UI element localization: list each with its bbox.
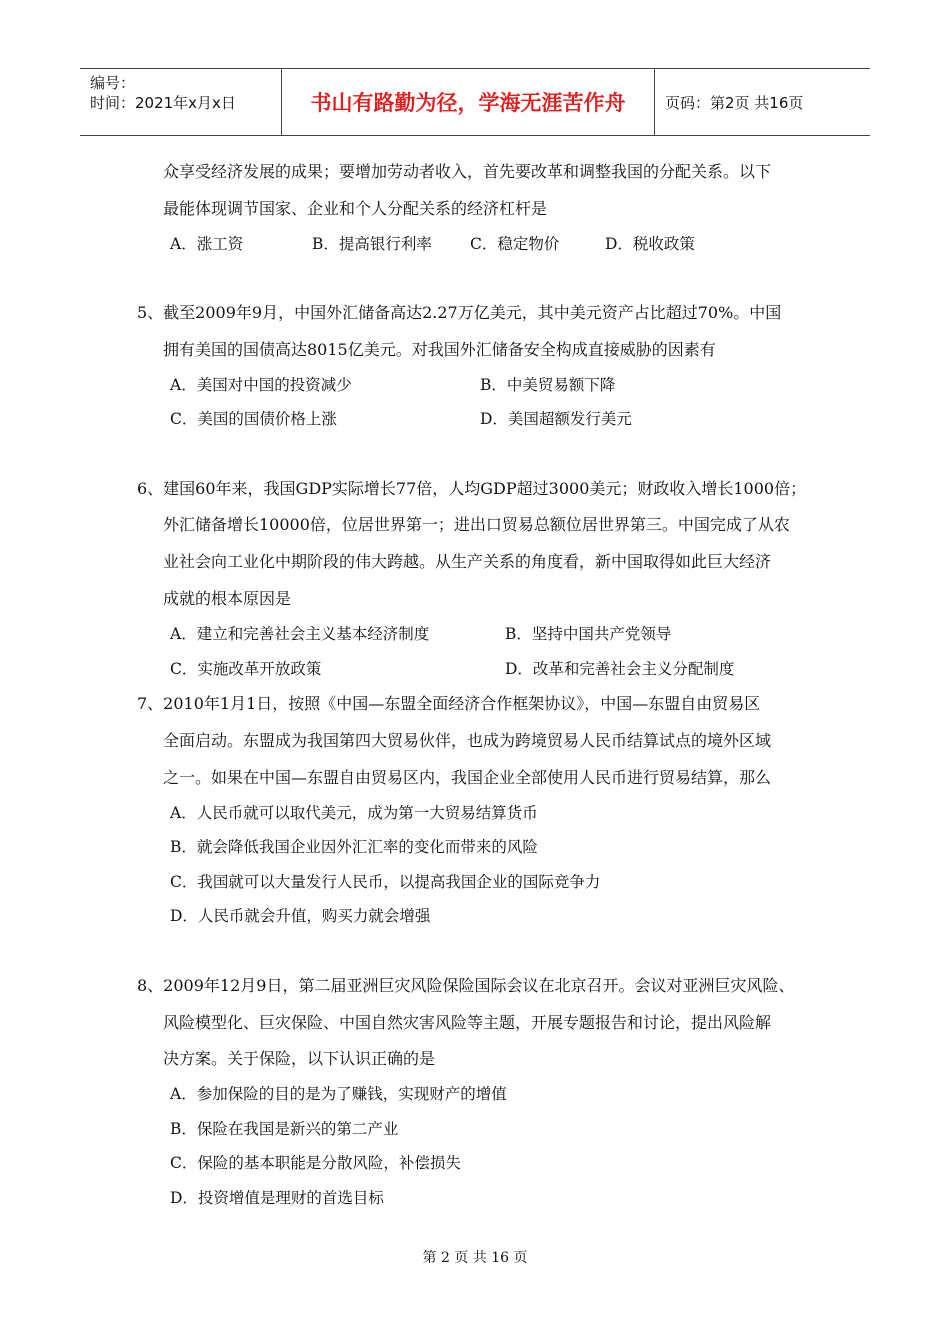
- q7-option-c: C．我国就可以大量发行人民币，以提高我国企业的国际竞争力: [170, 873, 601, 891]
- q6-line-2: 外汇储备增长10000倍，位居世界第一；进出口贸易总额位居世界第三。中国完成了从农: [163, 515, 790, 534]
- q4-option-c: C．稳定物价: [470, 235, 560, 253]
- q6-line-4: 成就的根本原因是: [163, 589, 292, 608]
- time-label: 时间：2021年x月x日: [90, 94, 236, 112]
- page-header: [80, 68, 870, 136]
- header-page-info: 页码：第2页 共16页: [665, 93, 804, 112]
- q5-option-d: D．美国超额发行美元: [480, 410, 632, 428]
- q6-line-1: 6、建国60年来，我国GDP实际增长77倍，人均GDP超过3000美元；财政收入增长1000倍；: [137, 479, 807, 498]
- q6-option-c: C．实施改革开放政策: [170, 660, 322, 678]
- q8-option-d: D．投资增值是理财的首选目标: [170, 1189, 384, 1207]
- number-label: 编号：: [90, 74, 136, 92]
- q4-option-d: D．税收政策: [605, 235, 695, 253]
- page-footer: 第 2 页 共 16 页: [422, 1250, 528, 1266]
- q4-line-2: 最能体现调节国家、企业和个人分配关系的经济杠杆是: [163, 199, 548, 218]
- q5-line-1: 5、截至2009年9月，中国外汇储备高达2.27万亿美元，其中美元资产占比超过70%。中国: [137, 303, 782, 322]
- q7-line-3: 之一。如果在中国—东盟自由贸易区内，我国企业全部使用人民币进行贸易结算，那么: [163, 768, 772, 787]
- q7-option-b: B．就会降低我国企业因外汇汇率的变化而带来的风险: [170, 838, 538, 856]
- q4-option-a: A．涨工资: [170, 235, 244, 253]
- q7-line-2: 全面启动。东盟成为我国第四大贸易伙伴，也成为跨境贸易人民币结算试点的境外区域: [163, 731, 772, 750]
- q5-option-c: C．美国的国债价格上涨: [170, 410, 337, 428]
- q8-line-1: 8、2009年12月9日，第二届亚洲巨灾风险保险国际会议在北京召开。会议对亚洲巨灾风险、: [137, 976, 795, 995]
- header-motto: 书山有路勤为径，学海无涯苦作舟: [282, 69, 655, 135]
- q6-option-b: B．坚持中国共产党领导: [505, 625, 672, 643]
- q6-option-d: D．改革和完善社会主义分配制度: [505, 660, 735, 678]
- q7-option-a: A．人民币就可以取代美元，成为第一大贸易结算货币: [170, 804, 538, 822]
- q6-line-3: 业社会向工业化中期阶段的伟大跨越。从生产关系的角度看，新中国取得如此巨大经济: [163, 552, 772, 571]
- q4-option-b: B．提高银行利率: [312, 235, 432, 253]
- q5-option-b: B．中美贸易额下降: [480, 376, 616, 394]
- header-meta: [80, 69, 282, 135]
- q8-line-2: 风险模型化、巨灾保险、中国自然灾害风险等主题，开展专题报告和讨论，提出风险解: [163, 1013, 772, 1032]
- q8-option-c: C．保险的基本职能是分散风险，补偿损失: [170, 1154, 461, 1172]
- q8-option-a: A．参加保险的目的是为了赚钱，实现财产的增值: [170, 1085, 507, 1103]
- q8-option-b: B．保险在我国是新兴的第二产业: [170, 1120, 399, 1138]
- q8-line-3: 决方案。关于保险，以下认识正确的是: [163, 1049, 436, 1068]
- q5-line-2: 拥有美国的国债高达8015亿美元。对我国外汇储备安全构成直接威胁的因素有: [163, 340, 716, 359]
- q7-option-d: D．人民币就会升值，购买力就会增强: [170, 907, 431, 925]
- q7-line-1: 7、2010年1月1日，按照《中国—东盟全面经济合作框架协议》，中国—东盟自由贸易区: [137, 694, 761, 713]
- q4-line-1: 众享受经济发展的成果；要增加劳动者收入，首先要改革和调整我国的分配关系。以下: [163, 162, 772, 181]
- q5-option-a: A．美国对中国的投资减少: [170, 376, 352, 394]
- q6-option-a: A．建立和完善社会主义基本经济制度: [170, 625, 430, 643]
